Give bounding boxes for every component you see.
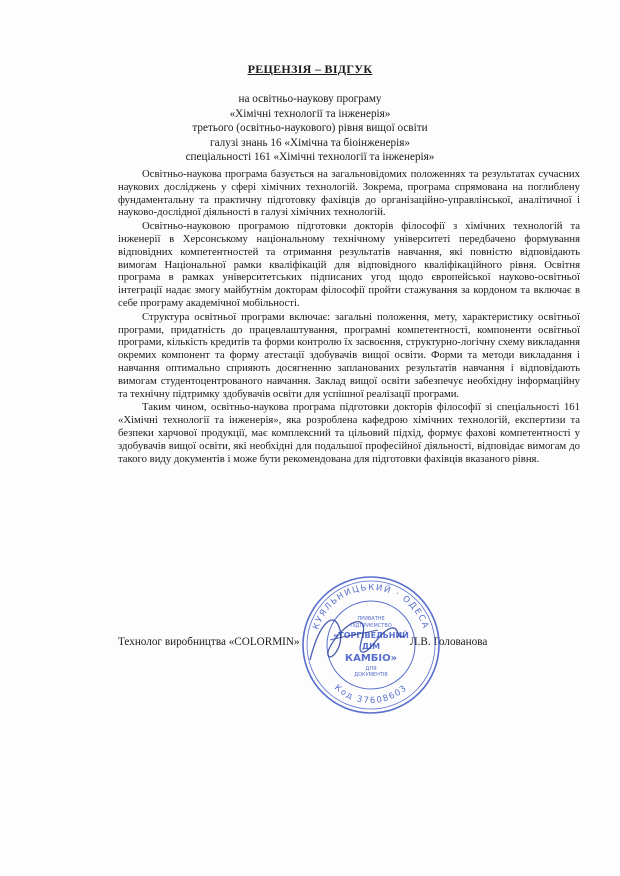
stamp-inner-text: ДЛЯ bbox=[365, 666, 377, 672]
document-subheading bbox=[0, 92, 620, 165]
subheading-line: на освітньо-наукову програму bbox=[238, 93, 382, 105]
body-paragraph: Освітньо-наукова програма базується на загальновідомих положеннях та результатах сучасних наукових досліджень у сфері хімічних технологій. Зокрема, програма спрямована на поглиблену фундаментальну та практичну підготовку фахівців до організаційно-управлінської, аналітичної і науково-дослідної діяльності в галузі хімічних технологій. bbox=[118, 168, 580, 219]
stamp-inner-text: КАМБІО» bbox=[344, 653, 398, 664]
subheading-line: «Хімічні технології та інженерія» bbox=[229, 107, 391, 120]
body-paragraph: Структура освітньої програми включає: загальні положення, мету, характеристику освітньої програми, придатність до працевлаштування, програмні компетентності, компоненти освітньої програми, кількість кредитів та форми контролю їх засвоєння, структурно-логічну схему викладання окремих компонент та форму атестації здобувачів вищої освіти. Форми та методи викладання і навчання оптимально сприяють досягненню запланованих результатів навчання і відповідають вимогам студентоцентрованого навчання. Заклад вищої освіти забезпечує необхідну інформаційну та технічну підтримку здобувачів освіти для успішної реалізації програми. bbox=[118, 310, 580, 400]
subheading-line: третього (освітньо-наукового) рівня вищої освіти bbox=[192, 122, 428, 135]
stamp-ring-bottom-text: Код 37608603 bbox=[332, 682, 410, 707]
stamp-inner-text: ПІДПРИЄМСТВО bbox=[350, 623, 392, 629]
document-title: РЕЦЕНЗІЯ – ВІДГУК bbox=[247, 62, 373, 76]
signer-position: Технолог виробництва «COLORMIN» bbox=[118, 636, 300, 648]
body-paragraph: Освітньо-науковою програмою підготовки докторів філософії з хімічних технологій та інженерії в Херсонському національному технічному університеті передбачено формування відповідних компетентностей та отримання результатів навчання, які повністю відповідають вимогам Національної рамки кваліфікацій для відповідного кваліфікаційного рівня. Освітня програма в рамках університетських підписаних угод щодо європейської науково-освітньої інтеграції надає змогу майбутнім докторам філософії пройти стажування за кордоном та включає в себе програму академічної мобільності. bbox=[118, 220, 580, 309]
stamp-inner-text: ДОКУМЕНТІВ bbox=[354, 672, 388, 678]
subheading-line: спеціальності 161 «Хімічні технології та інженерія» bbox=[185, 151, 435, 164]
signer-name: Л.В. Голованова bbox=[410, 636, 488, 648]
stamp-inner-text: ДІМ bbox=[361, 642, 381, 651]
subheading-line: галузі знань 16 «Хімічна та біоінженерія» bbox=[210, 136, 410, 149]
handwritten-signature-icon bbox=[300, 600, 410, 680]
stamp-inner-text: «ТОРГІВЕЛЬНИЙ bbox=[333, 631, 409, 640]
stamp-ring-top-text: КУЯЛЬНИЦЬКИЙ · ОДЕСА bbox=[311, 582, 431, 631]
document-body bbox=[118, 168, 580, 465]
stamp-inner-text: ПРИВАТНЕ bbox=[357, 616, 385, 622]
body-paragraph: Таким чином, освітньо-наукова програма підготовки докторів філософії зі спеціальності 161 «Хімічні технології та інженерія», яка розроблена кафедрою хімічних технологій, експертизи та безпеки харчової продукції, має комплексний та цільовий підхід, формує фахові компетентності у здобувачів вищої освіти, які необхідні для подальшої професійної діяльності, відповідає вимогам до такого виду документів і може бути рекомендована для підготовки фахівців вказаного рівня. bbox=[118, 401, 580, 465]
